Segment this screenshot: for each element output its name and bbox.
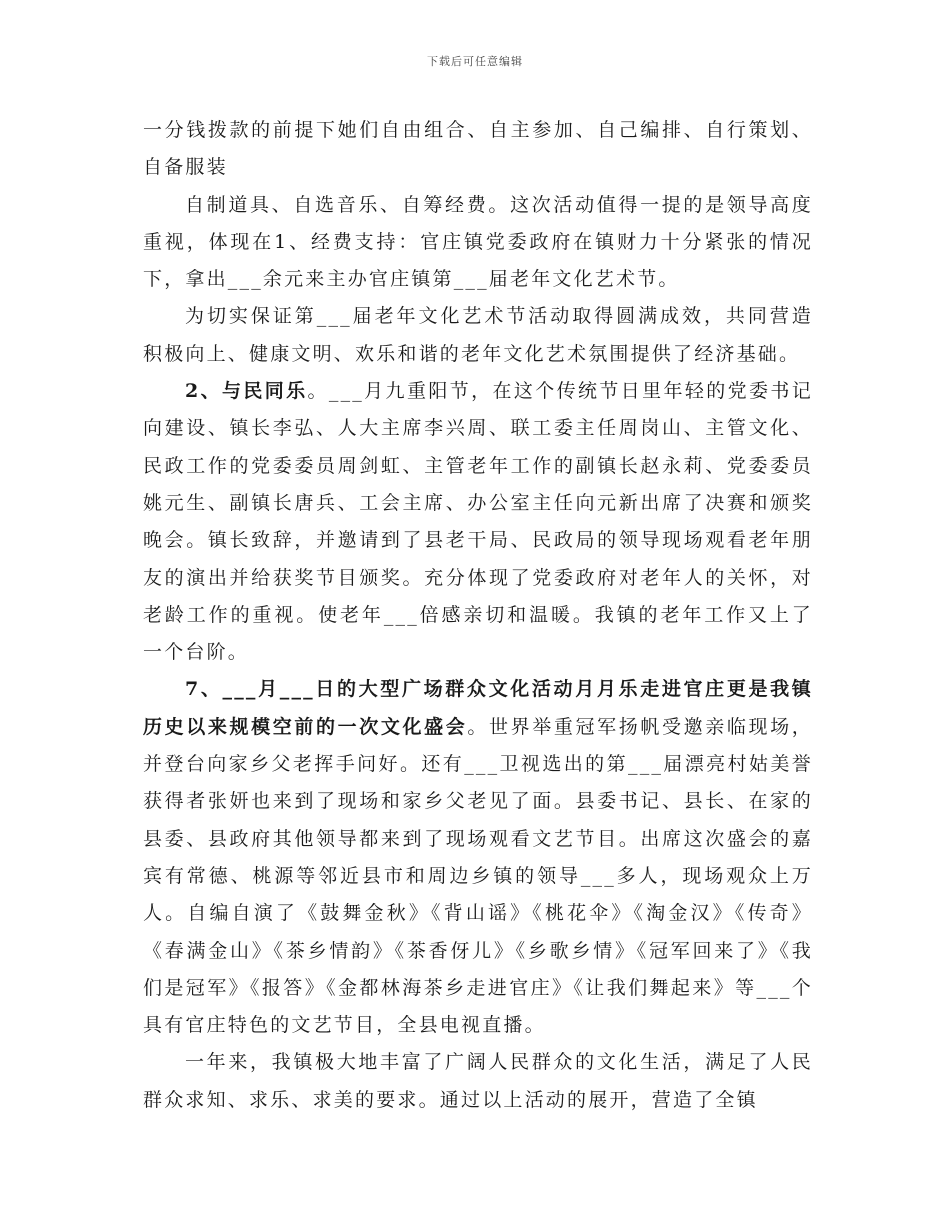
paragraph-6-text: 一年来，我镇极大地丰富了广阔人民群众的文化生活，满足了人民群众求知、求乐、求美的要求。通过以上活动的展开，营造了全镇 (143, 1051, 813, 1111)
paragraph-4 (143, 373, 813, 671)
document-body (143, 112, 813, 1119)
paragraph-4-text: 。___月九重阳节，在这个传统节日里年轻的党委书记向建设、镇长李弘、人大主席李兴周、联工委主任周岗山、主管文化、民政工作的党委委员周剑虹、主管老年工作的副镇长赵永莉、党委委员姚元生、副镇长唐兵、工会主席、办公室主任向元新出席了决赛和颁奖晚会。镇长致辞，并邀请到了县老干局、民政局的领导现场观看老年朋友的演出并给获奖节目颁奖。充分体现了党委政府对老年人的关怀，对老龄工作的重视。使老年___倍感亲切和温暖。我镇的老年工作又上了一个台阶。 (143, 380, 813, 664)
paragraph-4-heading: 2、与民同乐 (185, 380, 308, 403)
paragraph-1-text: 一分钱拨款的前提下她们自由组合、自主参加、自己编排、自行策划、自备服装 (143, 119, 813, 179)
paragraph-3-text: 为切实保证第___届老年文化艺术节活动取得圆满成效，共同营造积极向上、健康文明、欢乐和谐的老年文化艺术氛围提供了经济基础。 (143, 305, 813, 365)
page-header: 下载后可任意编辑 (427, 55, 523, 68)
paragraph-2 (143, 187, 813, 299)
paragraph-5-heading: 7、___月___日的大型广场群众文化活动月月乐走进官庄更是我镇历史以来规模空前的一次文化盛会 (143, 678, 813, 738)
paragraph-6 (143, 1044, 813, 1119)
paragraph-5-text: 。世界举重冠军扬帆受邀亲临现场，并登台向家乡父老挥手问好。还有___卫视选出的第___届漂亮村姑美誉获得者张妍也来到了现场和家乡父老见了面。县委书记、县长、在家的县委、县政府其他领导都来到了现场观看文艺节目。出席这次盛会的嘉宾有常德、桃源等邻近县市和周边乡镇的领导___多人，现场观众上万人。自编自演了《鼓舞金秋》《背山谣》《桃花伞》《淘金汉》《传奇》《春满金山》《茶乡情韵》《茶香伢儿》《乡歌乡情》《冠军回来了》《我们是冠军》《报答》《金都林海茶乡走进官庄》《让我们舞起来》等___个具有官庄特色的文艺节目，全县电视直播。 (143, 715, 813, 1037)
paragraph-1 (143, 112, 813, 187)
paragraph-3 (143, 298, 813, 373)
paragraph-5 (143, 671, 813, 1044)
paragraph-2-text: 自制道具、自选音乐、自筹经费。这次活动值得一提的是领导高度重视，体现在1、经费支持：官庄镇党委政府在镇财力十分紧张的情况下，拿出___余元来主办官庄镇第___届老年文化艺术节。 (143, 193, 813, 291)
